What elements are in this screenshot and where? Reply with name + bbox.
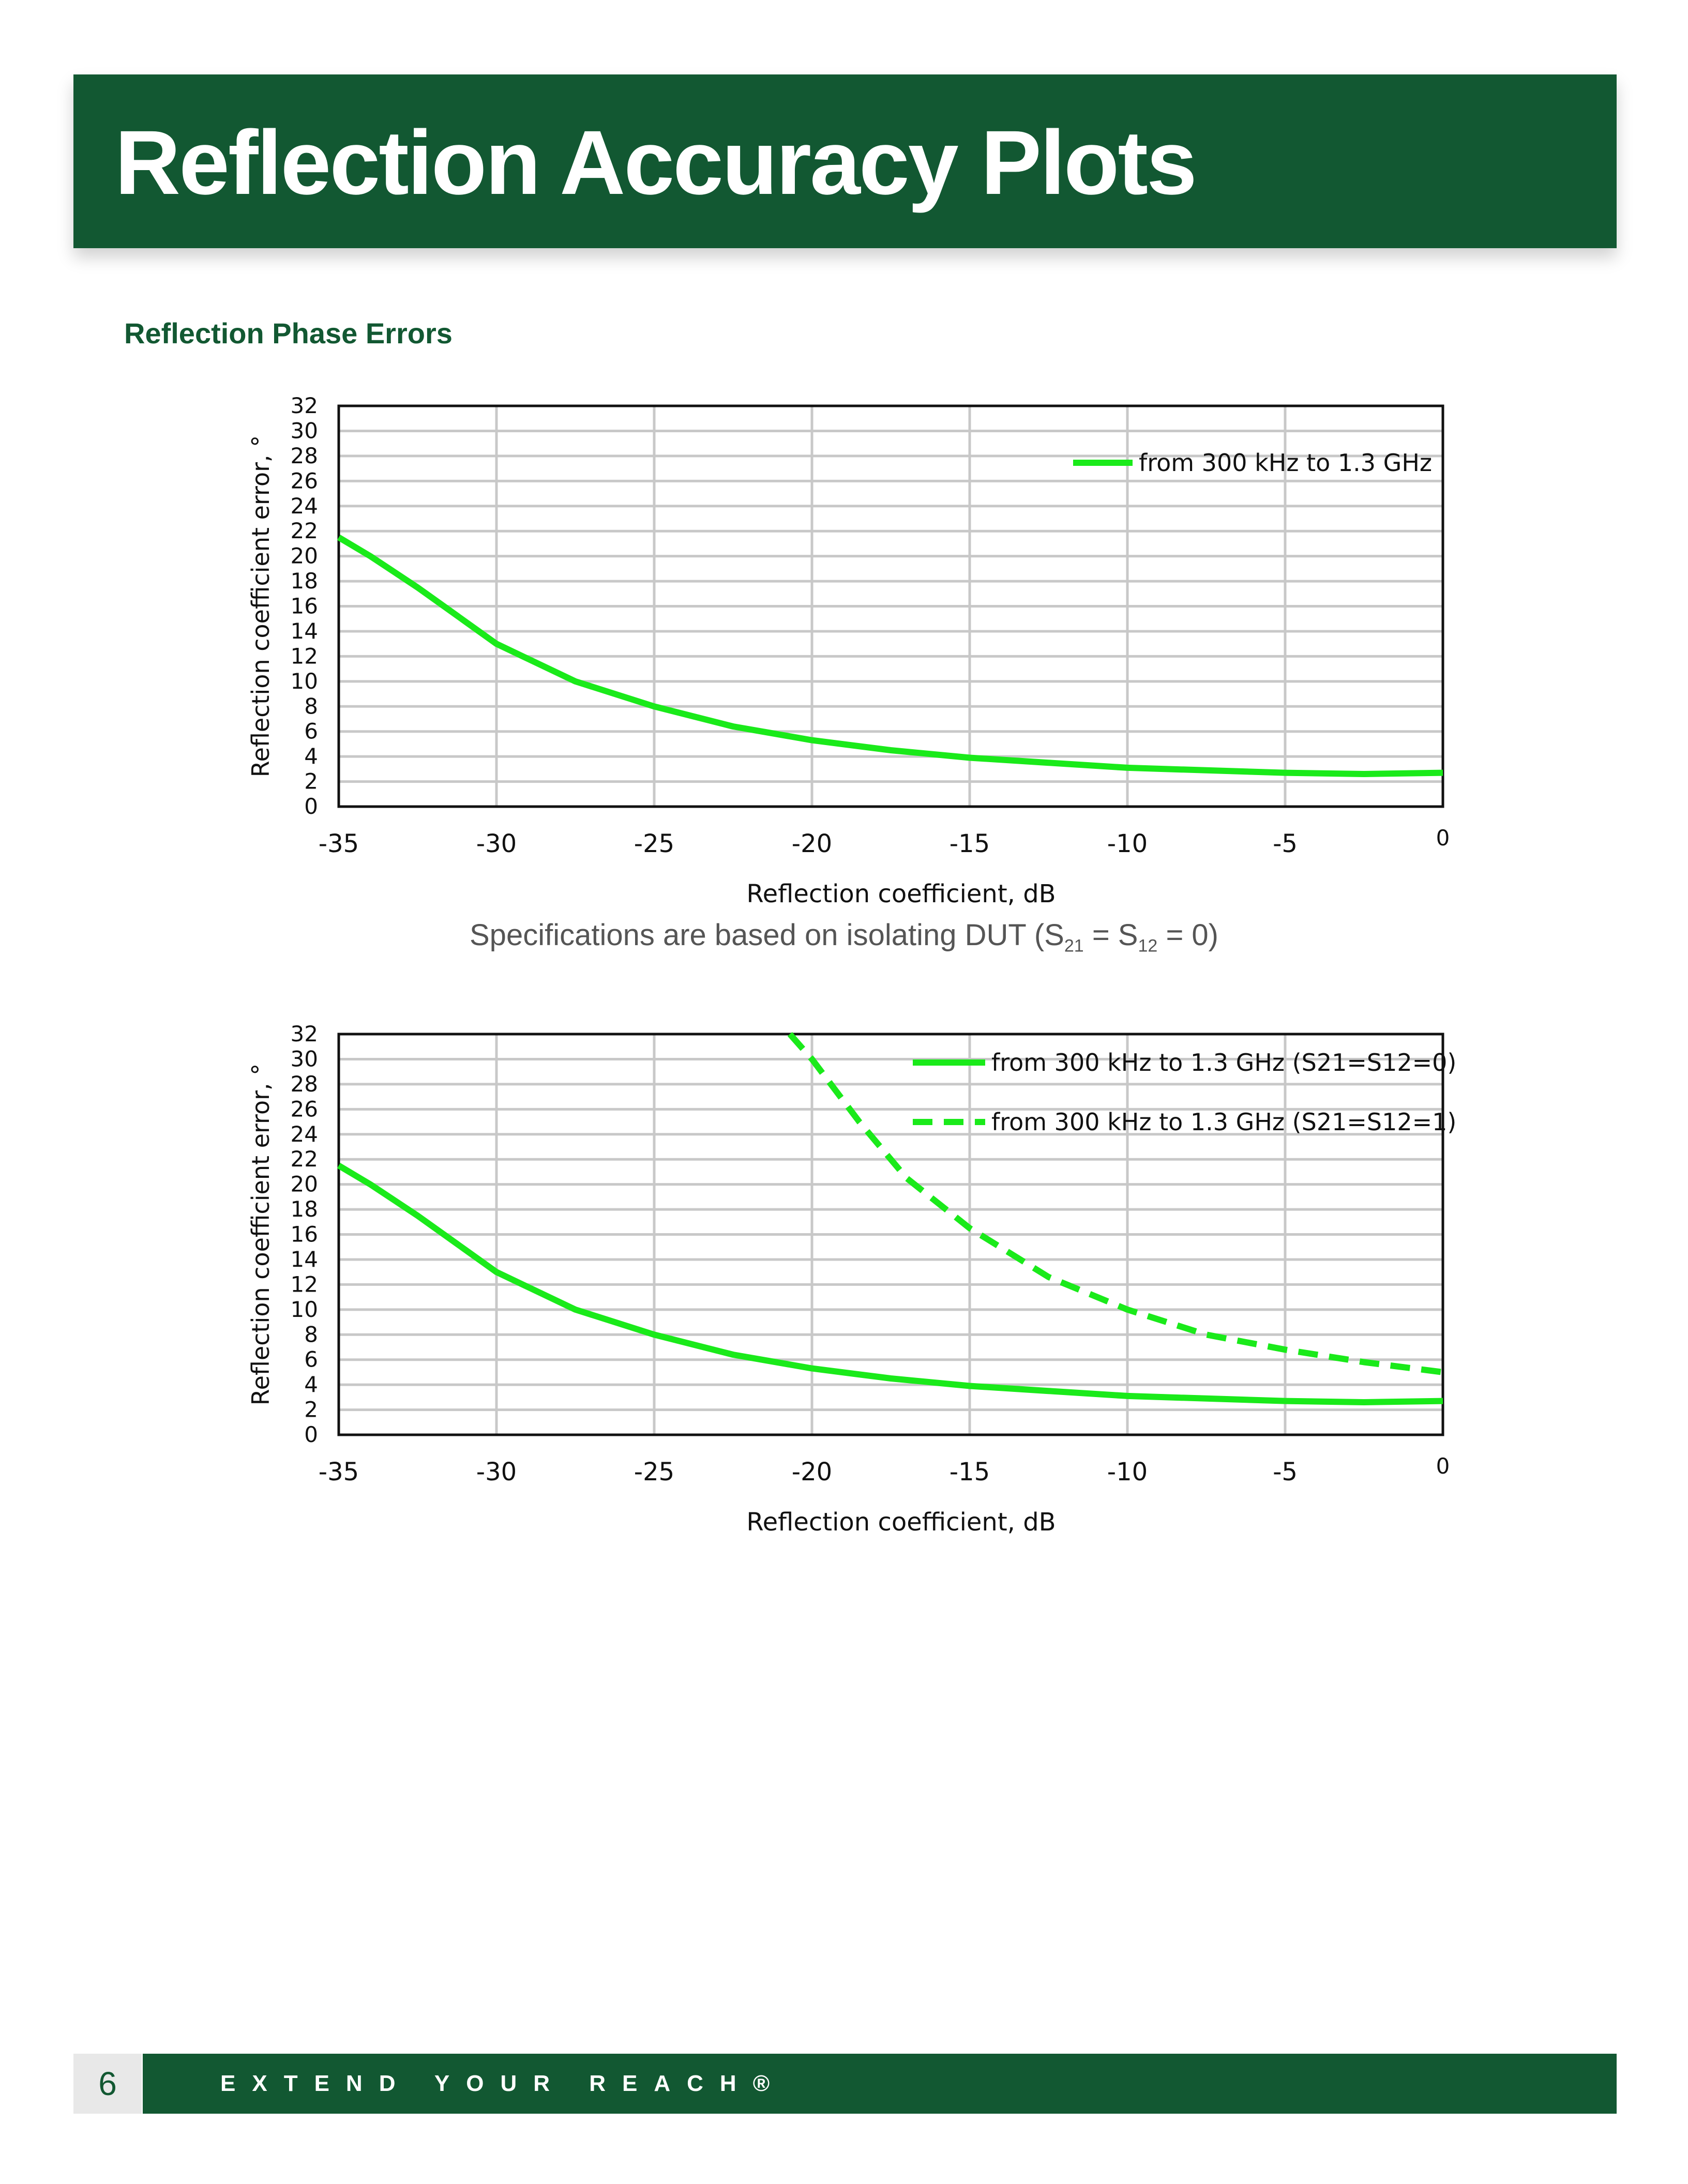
- x-tick-label: -15: [949, 829, 990, 858]
- legend-label: from 300 kHz to 1.3 GHz (S21=S12=1): [991, 1108, 1457, 1136]
- y-tick-label: 26: [290, 1096, 318, 1122]
- y-tick-label: 4: [304, 744, 318, 769]
- y-tick-label: 22: [290, 1146, 318, 1172]
- y-tick-label: 16: [290, 593, 318, 619]
- footer-tagline: EXTEND YOUR REACH®: [220, 2071, 787, 2096]
- page-number: 6: [73, 2054, 142, 2114]
- x-axis-label: Reflection coefficient, dB: [746, 879, 1056, 908]
- x-tick-label: 0: [1436, 825, 1450, 851]
- y-tick-label: 30: [290, 1046, 318, 1072]
- x-tick-label: -35: [318, 829, 359, 858]
- note-text: Specifications are based on isolating DUT (S: [470, 918, 1064, 952]
- y-tick-label: 2: [304, 1397, 318, 1422]
- x-tick-label: -30: [476, 829, 517, 858]
- y-tick-label: 12: [290, 643, 318, 669]
- y-tick-label: 30: [290, 418, 318, 444]
- y-tick-label: 26: [290, 468, 318, 494]
- y-tick-label: 32: [290, 1021, 318, 1046]
- y-tick-label: 6: [304, 718, 318, 744]
- page-title: Reflection Accuracy Plots: [115, 112, 1196, 214]
- y-tick-label: 28: [290, 1071, 318, 1097]
- x-tick-label: -25: [634, 1458, 675, 1487]
- x-tick-label: -15: [949, 1458, 990, 1487]
- phase-error-chart-1: [0, 362, 1688, 982]
- specification-note: [0, 918, 1688, 957]
- note-sub-12: 12: [1138, 936, 1158, 956]
- legend-label: from 300 kHz to 1.3 GHz (S21=S12=0): [991, 1049, 1457, 1076]
- x-tick-label: -5: [1273, 829, 1298, 858]
- y-tick-label: 14: [290, 618, 318, 644]
- y-tick-label: 8: [304, 693, 318, 719]
- x-tick-label: -20: [791, 829, 833, 858]
- y-tick-label: 4: [304, 1372, 318, 1398]
- x-axis-label: Reflection coefficient, dB: [746, 1508, 1056, 1537]
- phase-error-chart-2: [0, 990, 1688, 1611]
- footer-bar: [143, 2054, 1617, 2114]
- x-tick-label: -30: [476, 1458, 517, 1487]
- note-end: = 0): [1157, 918, 1218, 952]
- x-tick-label: -25: [634, 829, 675, 858]
- y-tick-label: 20: [290, 543, 318, 569]
- note-mid: = S: [1083, 918, 1138, 952]
- y-tick-label: 10: [290, 1296, 318, 1322]
- y-tick-label: 18: [290, 568, 318, 594]
- y-tick-label: 6: [304, 1346, 318, 1372]
- x-tick-label: -10: [1107, 829, 1148, 858]
- y-tick-label: 8: [304, 1322, 318, 1347]
- y-tick-label: 12: [290, 1271, 318, 1297]
- y-tick-label: 22: [290, 518, 318, 544]
- x-tick-label: -10: [1107, 1458, 1148, 1487]
- y-tick-label: 2: [304, 768, 318, 794]
- y-tick-label: 28: [290, 443, 318, 468]
- y-tick-label: 24: [290, 1121, 318, 1147]
- y-tick-label: 0: [304, 794, 318, 819]
- page-header: [73, 74, 1617, 248]
- note-sub-21: 21: [1064, 936, 1084, 956]
- section-title: Reflection Phase Errors: [124, 317, 453, 350]
- y-tick-label: 18: [290, 1196, 318, 1222]
- x-tick-label: -20: [791, 1458, 833, 1487]
- x-tick-label: 0: [1436, 1453, 1450, 1479]
- y-tick-label: 32: [290, 393, 318, 418]
- y-tick-label: 10: [290, 668, 318, 694]
- y-axis-label: Reflection coefficient error, °: [247, 435, 275, 778]
- x-tick-label: -5: [1273, 1458, 1298, 1487]
- y-tick-label: 24: [290, 493, 318, 519]
- legend-label: from 300 kHz to 1.3 GHz: [1139, 449, 1433, 477]
- y-axis-label: Reflection coefficient error, °: [247, 1063, 275, 1406]
- y-tick-label: 14: [290, 1246, 318, 1272]
- y-tick-label: 16: [290, 1221, 318, 1247]
- y-tick-label: 0: [304, 1422, 318, 1447]
- x-tick-label: -35: [318, 1458, 359, 1487]
- y-tick-label: 20: [290, 1171, 318, 1197]
